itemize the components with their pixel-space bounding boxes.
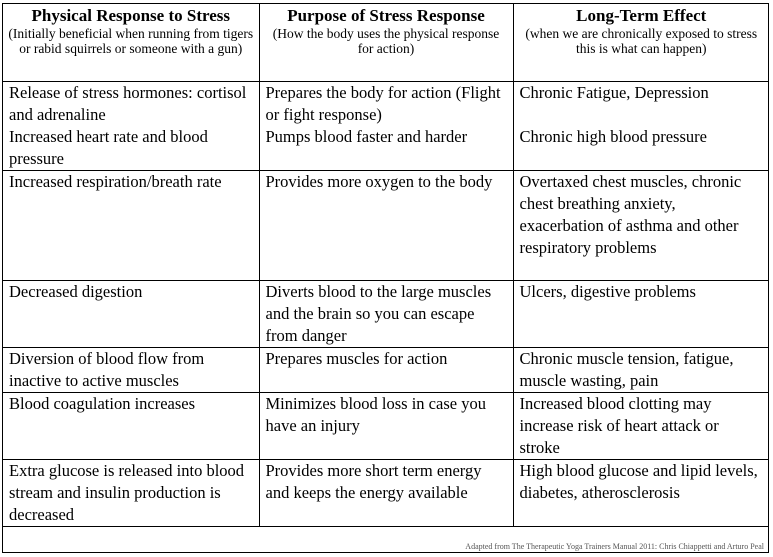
cell-physical: Extra glucose is released into blood stream and insulin production is decreased — [3, 459, 259, 526]
header-purpose-subtitle: (How the body uses the physical response for action) — [272, 26, 500, 56]
cell-effect: Overtaxed chest muscles, chronic chest breathing anxiety, exacerbation of asthma and other respiratory problems — [513, 170, 769, 280]
cell-physical: Diversion of blood flow from inactive to active muscles — [3, 347, 259, 392]
cell-physical — [3, 81, 259, 170]
table-row — [3, 392, 769, 459]
header-row — [3, 4, 769, 81]
cell-purpose — [259, 81, 513, 170]
cell-text: Chronic high blood pressure — [519, 126, 707, 146]
stress-response-table — [3, 4, 769, 527]
header-effect-subtitle: (when we are chronically exposed to stress this is what can happen) — [525, 26, 758, 56]
table-row — [3, 81, 769, 170]
cell-text: Pumps blood faster and harder — [265, 126, 468, 146]
cell-physical: Increased respiration/breath rate — [3, 170, 259, 280]
source-credit: Adapted from The Therapeutic Yoga Trainers Manual 2011: Chris Chiappetti and Arturo Peal — [465, 542, 764, 551]
header-effect-title: Long-Term Effect — [576, 6, 707, 25]
cell-text: Increased heart rate and blood pressure — [9, 126, 208, 168]
cell-effect — [513, 81, 769, 170]
cell-purpose: Provides more oxygen to the body — [259, 170, 513, 280]
table-row — [3, 280, 769, 347]
table-row — [3, 347, 769, 392]
table-row — [3, 170, 769, 280]
header-effect — [513, 4, 769, 81]
table-row — [3, 459, 769, 526]
cell-purpose: Minimizes blood loss in case you have an injury — [259, 392, 513, 459]
header-physical-title: Physical Response to Stress — [31, 6, 230, 25]
header-physical — [3, 4, 259, 81]
cell-purpose: Prepares muscles for action — [259, 347, 513, 392]
cell-physical: Blood coagulation increases — [3, 392, 259, 459]
header-purpose-title: Purpose of Stress Response — [287, 6, 485, 25]
cell-physical: Decreased digestion — [3, 280, 259, 347]
cell-effect: High blood glucose and lipid levels, diabetes, atherosclerosis — [513, 459, 769, 526]
cell-effect: Ulcers, digestive problems — [513, 280, 769, 347]
cell-purpose: Diverts blood to the large muscles and the brain so you can escape from danger — [259, 280, 513, 347]
cell-effect: Chronic muscle tension, fatigue, muscle wasting, pain — [513, 347, 769, 392]
cell-text: Release of stress hormones: cortisol and adrenaline — [9, 82, 247, 124]
cell-text: Chronic Fatigue, Depression — [519, 82, 709, 102]
header-purpose — [259, 4, 513, 81]
header-physical-subtitle: (Initially beneficial when running from tigers or rabid squirrels or someone with a gun) — [8, 26, 254, 56]
cell-text: Prepares the body for action (Flight or fight response) — [265, 82, 501, 124]
stress-response-table-frame — [2, 3, 769, 553]
cell-effect: Increased blood clotting may increase risk of heart attack or stroke — [513, 392, 769, 459]
cell-purpose: Provides more short term energy and keeps the energy available — [259, 459, 513, 526]
